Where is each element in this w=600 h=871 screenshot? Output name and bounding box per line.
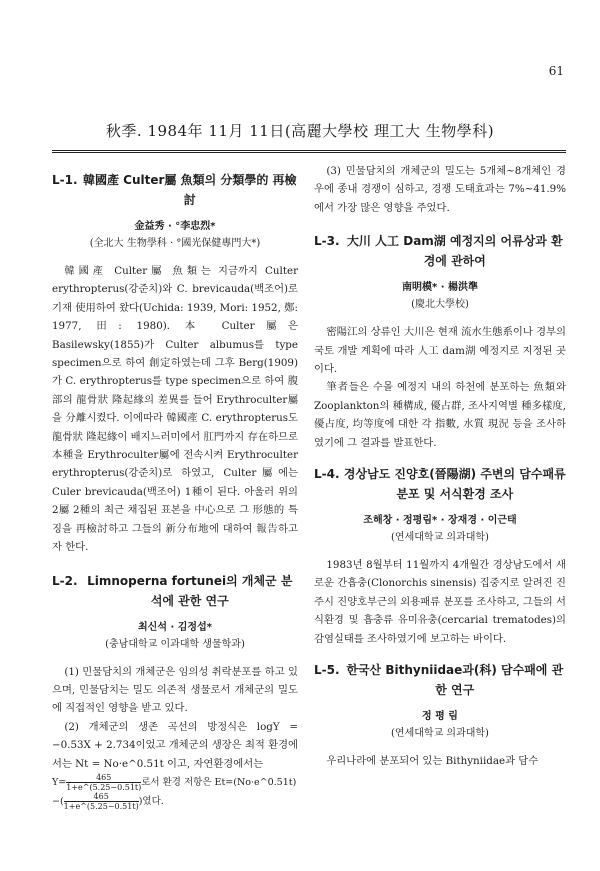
session-heading: 秋季. 1984年 11月 11日(高麗大學校 理工大 生物學科) [105,122,495,140]
abstract-continuation: (3) 민물담치의 개체군의 밀도는 5개체~8개체인 경우에 종내 경쟁이 심하고, 경쟁 도태효과는 7%~41.9%에서 가장 많은 영향을 주었다. [314,165,566,214]
abstract-number: L-4. [314,467,340,482]
abstract-number: L-1. [52,173,78,187]
abstract-title [52,170,298,210]
abstract-title [314,660,566,700]
right-column [314,162,566,777]
abstract-l5 [314,660,566,770]
equation-text: −( [52,795,64,807]
abstract-l3 [314,231,566,452]
abstract-title [314,231,566,271]
abstract-authors: 조해창 · 정평림* · 장재경 · 이근태 [363,515,517,527]
abstract-paragraph: 1983년 8월부터 11월까지 4개월간 경상남도에서 새로운 간흡충(Clonorchis sinensis) 집중지로 알려진 진주시 진양호부근의 외용패류 분포를 조사하고, 그들의 서식환경 및 흡충류 유미유충(cercarial trematodes)의 감염실태를 조사하였기에 보고하는 바이다. [314,559,566,645]
equation-text: Y= [52,776,67,788]
abstract-affiliation: (全北大 生物學科 · °國光保健專門大*) [89,238,261,249]
abstract-l1 [52,170,298,557]
abstract-authors: 南明模* · 楊洪準 [402,282,478,294]
equation-fraction [64,792,139,811]
left-column [52,162,298,817]
equation-line [52,792,298,811]
abstract-number: L-3. [314,234,340,249]
equation-text: )였다. [138,795,164,807]
abstract-affiliation: (연세대학교 의과대학) [391,532,489,544]
abstract-affiliation: (충남대학교 이과대학 생물학과) [105,638,245,650]
abstract-title [52,571,298,611]
abstract-paragraph: 우리나라에 분포되어 있는 Bithyniidae과 담수 [326,755,539,768]
abstract-paragraph: 韓國產 Culter屬 魚類는 지금까지 Culter erythropterus(강준치)와 C. brevicauda(백조어)로 기재 使用하여 왔다(Uchida: 1939, Mori: 1952, 鄭: 1977, 田: 1980). 本 Culter屬은 Basilewsky(1855)가 Culter albumus를 type specimen으로 하여 創定하였는데 그후 Berg(1909)가 C. erythropterus를 type specimen으로 하여 腹部의 龍骨狀 隆起緣의 差異를 들어 Erythroculter屬을 分離시켰다. 이에따라 韓國產 C. erythropterus도 龍骨狀 隆起緣이 배지느러미에서 肛門까지 存在하므로 本種을 Erythroculter屬에 전속시켜 Erythroculter erythropterus(강준치)로 하였고, Culter屬에는 Culer brevicauda(백조어) 1種이 된다. 아울러 위의 2屬 2種의 최근 채집된 표본을 中心으로 그 形態的 특징을 再檢討하고 그들의 新分布地에 대하여 報告하고자 한다. [52,265,298,554]
header-rule [52,150,566,153]
abstract-title [314,464,566,504]
abstract-affiliation: (慶北大學校) [411,299,469,311]
abstract-paragraph: (2) 개체군의 생존 곡선의 방정식은 logY = −0.53X + 2.734이었고 개체군의 생장은 최적 환경에서는 Nt = No·e^0.51t 이고, 자연환경에서는 [52,720,298,770]
abstract-number: L-2. [52,573,78,588]
abstract-title-text: 大川 人工 Dam湖 예정지의 어류상과 환경에 관하여 [346,234,563,269]
abstract-affiliation: (연세대학교 의과대학) [391,728,489,740]
abstract-title-text: Limnoperna fortunei의 개체군 분석에 관한 연구 [87,573,293,608]
abstract-paragraph: 筆者들은 수몰 예정지 내의 하천에 분포하는 魚類와 Zooplankton의 種構成, 優占群, 조사지역별 種多樣度, 優占度, 均等度에 대한 각 指數, 水質 現況 등을 조사하였기에 그 결과를 발표한다. [314,381,566,449]
equation-text: 로서 환경 저항은 Et=(No·e^0.51t) [141,776,297,788]
abstract-title-text: 경상남도 진양호(晉陽湖) 주변의 담수패류 분포 및 서식환경 조사 [343,467,566,502]
equation-line [52,773,298,792]
abstract-paragraph: (1) 민물담치의 개체군은 임의성 취락분포를 하고 있으며, 민물담치는 밀도 의존적 생물로서 개체군의 밀도에 직접적인 영향을 받고 있다. [52,665,298,715]
fraction-numerator: 465 [64,792,139,802]
equation-fraction [66,773,141,792]
abstract-paragraph: 密陽江의 상류인 大川은 현재 流水生態系이나 경부의 국토 개발 계획에 따라 人工 dam湖 예정지로 지정된 곳이다. [314,326,566,376]
abstract-l2 [52,571,298,811]
abstract-authors: 金益秀 · °李忠烈* [134,221,216,232]
abstract-authors: 최신석 · 김정섭* [138,621,212,633]
abstract-number: L-5. [314,663,340,678]
abstract-title-text: 韓國產 Culter屬 魚類의 分類學的 再檢討 [82,173,297,207]
abstract-authors: 정 평 림 [422,711,458,723]
fraction-denominator: 1+e^(5.25−0.51t) [63,801,139,811]
abstract-l4 [314,464,566,648]
abstract-title-text: 한국산 Bithyniidae과(科) 담수패에 관한 연구 [346,663,564,698]
fraction-denominator: 1+e^(5.25−0.51t) [66,782,142,792]
page-number: 61 [548,64,564,78]
fraction-numerator: 465 [66,773,141,783]
